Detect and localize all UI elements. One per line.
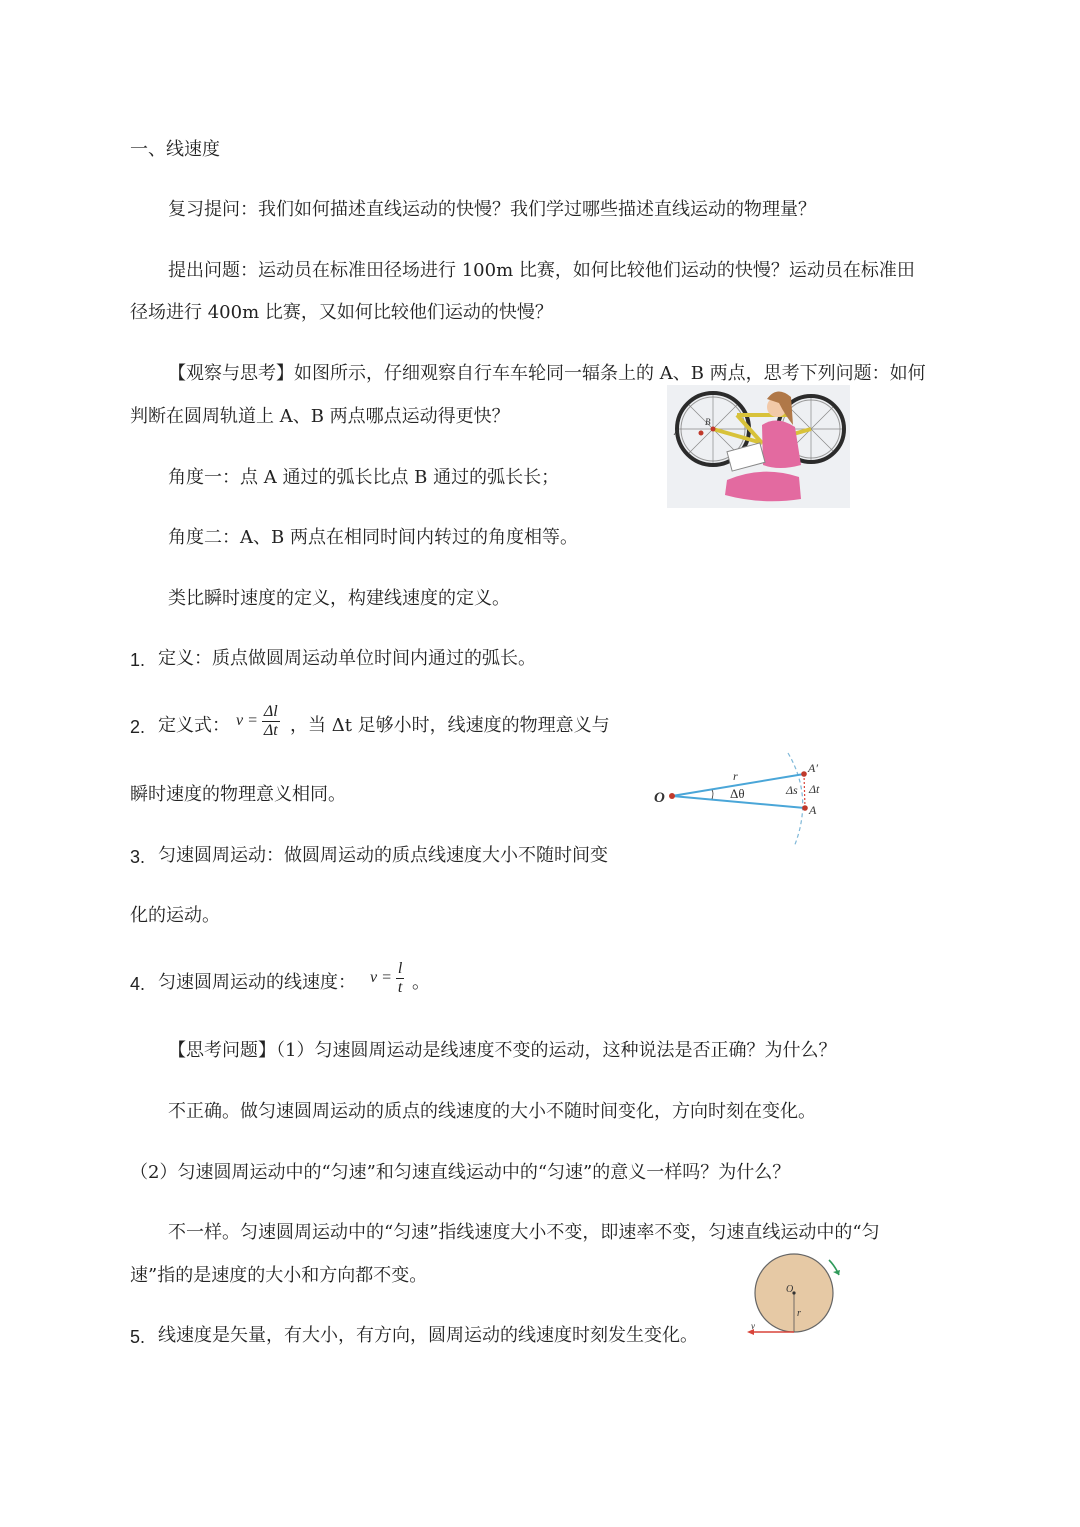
item5-number: 5. (130, 1327, 146, 1347)
circle-figure (745, 1248, 845, 1343)
think-answer-1: 不正确。做匀速圆周运动的质点的线速度的大小不随时间变化，方向时刻在变化。 (168, 1101, 816, 1122)
item2-formula-denominator: Δt (263, 721, 278, 739)
arc-angle-diagram (648, 750, 828, 850)
item4-formula-numerator: l (397, 960, 403, 977)
item4-formula (370, 960, 404, 996)
raise-question-line2: 径场进行 400m 比赛，又如何比较他们运动的快慢？ (130, 302, 553, 323)
bicycle-wheel-figure (667, 385, 850, 508)
item3-number: 3. (130, 847, 146, 867)
think-answer-2-line1: 不一样。匀速圆周运动中的“匀速”指线速度大小不变，即速率不变，匀速直线运动中的“匀 (168, 1222, 880, 1243)
raise-question-line1: 提出问题：运动员在标准田径场进行 100m 比赛，如何比较他们运动的快慢？运动员在标准田 (168, 260, 915, 281)
arc-label-o: O (654, 790, 665, 806)
item2-formula-lhs: v = (236, 711, 258, 729)
item1-number: 1. (130, 650, 146, 670)
analogy-text: 类比瞬时速度的定义，构建线速度的定义。 (168, 588, 510, 609)
arc-angle-figure (648, 750, 828, 850)
item3-text-line2: 化的运动。 (130, 905, 220, 926)
item2-text-after: ，当 Δt 足够小时，线速度的物理意义与 (290, 715, 610, 736)
bicycle-label-a: A (674, 427, 680, 437)
circle-label-r: r (797, 1308, 801, 1319)
think-answer-2-line2: 速”指的是速度的大小和方向都不变。 (130, 1265, 428, 1286)
observe-think-line2: 判断在圆周轨道上 A、B 两点哪点运动得更快？ (130, 406, 510, 427)
arc-label-s: Δs (786, 783, 798, 797)
item4-number: 4. (130, 974, 146, 994)
arc-label-a: A (809, 803, 817, 817)
arc-label-a-prime: A′ (808, 761, 818, 775)
review-question: 复习提问：我们如何描述直线运动的快慢？我们学过哪些描述直线运动的物理量？ (168, 199, 816, 220)
circle-label-v: v (751, 1321, 755, 1331)
observe-think-line1: 【观察与思考】如图所示，仔细观察自行车车轮同一辐条上的 A、B 两点，思考下列问题：如何 (168, 363, 926, 384)
angle-two: 角度二：A、B 两点在相同时间内转过的角度相等。 (168, 527, 578, 548)
item2-label: 定义式： (158, 715, 230, 736)
item2-formula-numerator: Δl (263, 703, 278, 720)
item2-formula-fraction (262, 703, 280, 739)
angle-one: 角度一：点 A 通过的弧长比点 B 通过的弧长长； (168, 467, 560, 488)
item5-text: 线速度是矢量，有大小，有方向，圆周运动的线速度时刻发生变化。 (158, 1325, 698, 1346)
item1-text: 定义：质点做圆周运动单位时间内通过的弧长。 (158, 648, 536, 669)
item2-text-line2: 瞬时速度的物理意义相同。 (130, 784, 346, 805)
item4-formula-denominator: t (397, 978, 403, 996)
arc-label-r: r (733, 769, 738, 783)
item4-text-after: 。 (412, 972, 430, 993)
bicycle-label-b: B (705, 417, 711, 427)
bicycle-wheel-illustration (667, 385, 850, 508)
item2-formula (236, 703, 280, 739)
item4-label: 匀速圆周运动的线速度： (158, 972, 356, 993)
arc-label-t: Δt (809, 782, 820, 796)
item4-formula-fraction (396, 960, 404, 996)
section-title: 一、线速度 (130, 139, 220, 160)
arc-label-theta: Δθ (730, 786, 745, 801)
circle-velocity-diagram (745, 1248, 845, 1343)
item3-text-line1: 匀速圆周运动：做圆周运动的质点线速度大小不随时间变 (158, 845, 608, 866)
circle-label-o: O (786, 1284, 794, 1295)
item2-number: 2. (130, 717, 146, 737)
item4-formula-lhs: v = (370, 968, 392, 986)
think-question-1: 【思考问题】（1）匀速圆周运动是线速度不变的运动，这种说法是否正确？为什么？ (168, 1040, 837, 1061)
think-question-2: （2）匀速圆周运动中的“匀速”和匀速直线运动中的“匀速”的意义一样吗？为什么？ (130, 1162, 791, 1183)
